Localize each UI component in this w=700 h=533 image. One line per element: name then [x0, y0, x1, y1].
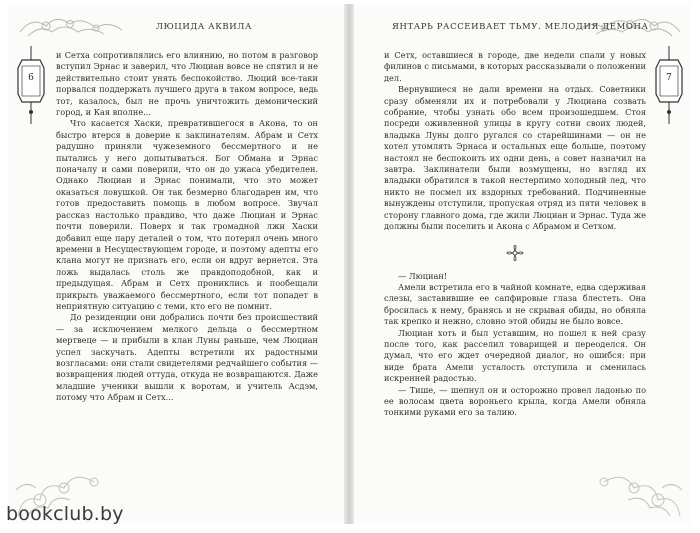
paragraph: До резиденции они добрались почти без происшествий — за исключением мелкого дельца о бессмертном мертвеце — и прибыли в клан Луны раньше, чем Люциан успел заскучать. Адепты встретили их радостными возгласами: они стали свидетелями редчайшего события — возвращения людей оттуда, откуда не возвращаются. Даже младшие ученики вышли к воротам, и учитель Асдэм, потому что Абрам и Сетх...	[56, 312, 318, 403]
page-number: 7	[666, 73, 672, 83]
lantern-icon	[654, 46, 684, 126]
cloud-ornament-icon	[18, 10, 168, 38]
book-gutter	[344, 4, 354, 524]
running-header: ЯНТАРЬ РАССЕИВАЕТ ТЬМУ. МЕЛОДИЯ ДЕМОНА	[392, 22, 649, 32]
right-page	[354, 4, 690, 524]
book-spread	[8, 4, 692, 524]
cloud-ornament-icon	[544, 450, 684, 520]
running-header: ЛЮЦИДА АКВИЛА	[155, 22, 252, 32]
paragraph: и Сетха сопротивлялись его влиянию, но потом в разговор вступил Эрнас и заверил, что Люциан вовсе не спятил и не действительно стоит унять беспокойство. Люций все-таки порвался поддержать лучшего друга в таком вопросе, ведь тот, казалось, был не прочь уничтожить демонический город, и Кая вполне...	[56, 50, 318, 118]
lantern-icon	[16, 46, 46, 126]
left-page	[8, 4, 344, 524]
watermark: bookclub.by	[6, 503, 124, 525]
paragraph: Амели встретила его в чайной комнате, едва сдерживая слезы, заставившие ее сапфировые глаза блестеть. Она бросилась к нему, бранясь и не скрывая обиды, но обняла так крепко и нежно, словно этой обиды не было вовсе.	[384, 281, 646, 327]
paragraph: — Тише, — шепнул он и осторожно провел ладонью по ее волосам цвета вороньего крыла, когда Амели обняла тонкими руками его за талию.	[384, 384, 646, 418]
paragraph: Люциан хоть и был уставшим, но пошел к ней сразу после того, как расселил товарищей и переоделся. Он думал, что его ждет очередной диалог, но ошибся: при виде брата Амели усталость отступила и сменилась искренней радостью.	[384, 327, 646, 384]
page-body	[56, 50, 318, 404]
paragraph: и Сетх, оставшиеся в городе, две недели спали у новых филинов с письмами, в которых рассказывали о положении дел.	[384, 50, 646, 83]
paragraph: Вернувшиеся не дали времени на отдых. Советники сразу обменяли их и потребовали у Люциана созвать собрание, чтобы узнать обо всем произошедшем. Стоя посреди оживленной улицы в кругу сотни своих людей, владыка Луны долго ругался со старейшинами — он не хотел утомлять Эрнаса и остальных еще больше, поэтому настоял не беспокоить их одни день, а совет назначил на завтра. Заклинатели были возмущены, но взгляд их владыки обратился в такой нестерпимо холодный лед, что никто не посмел их вздорных требований. Подчиненные вынуждены отступили, пропуская отряд из пяти человек в сторону главного дома, где жили Люциан и Эрнас. Туда же должны были поселить и Акона с Абрамом и Сетхом.	[384, 84, 646, 232]
page-number: 6	[28, 73, 34, 83]
page-body	[384, 50, 646, 419]
flower-separator-icon	[384, 245, 646, 261]
paragraph: Что касается Хаски, превратившегося в Акона, то он быстро втерся в доверие к заклинателям. Абрам и Сетх радушно приняли чужеземного бессмертного и не пытались у него допытываться. Бог Обмана и Эрнас поначалу и сами поверили, что он до ужаса убедителен. Однако Люциан и Эрнас понимали, что это может оказаться ловушкой. Он так безмерно благодарен им, что готов предоставить помощь в любом вопросе. Звучал рассказ настолько правдиво, что даже Люциан и Эрнас почти поверили. Поверх и так громадной лжи Хаски добавил еще пару деталей о том, что потерял очень много времени в Несуществующем городе, и поэтому адепты его клана могут не признать его, если он вдруг вернется. Эта ложь выдалась столь же правдоподобной, как и предыдущая. Абрам и Сетх прониклись и пообещали прикрыть уважаемого бессмертного, если тот попадет в неприятную ситуацию с теми, кто его не помнит.	[56, 118, 318, 311]
paragraph: — Люциан!	[398, 270, 448, 281]
